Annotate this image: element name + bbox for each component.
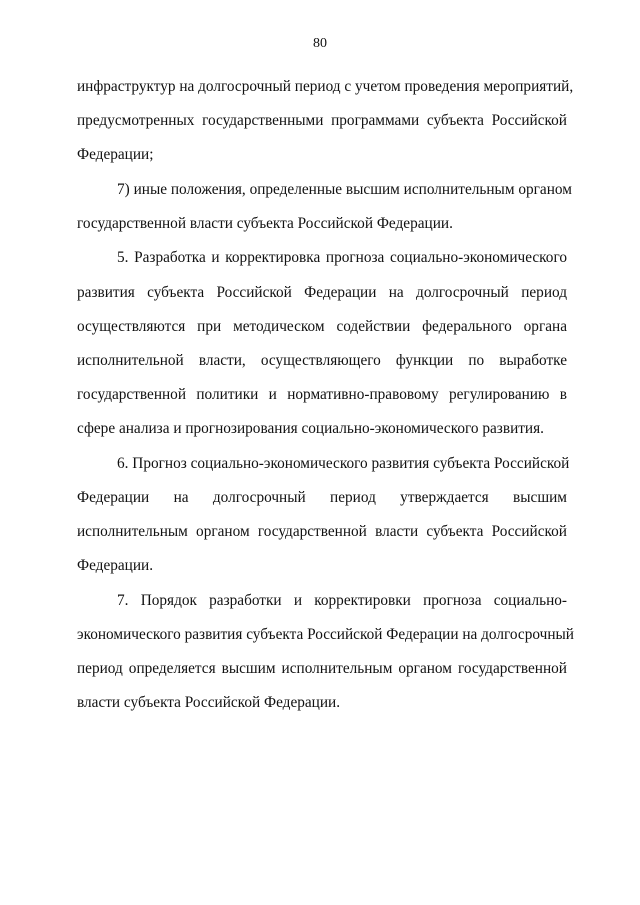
text-line: исполнительным органом государственной власти субъекта Российской [77, 523, 567, 540]
page-number: 80 [313, 36, 327, 51]
text-line: период определяется высшим исполнительным органом государственной [77, 660, 567, 677]
text-line: 7) иные положения, определенные высшим исполнительным органом [117, 181, 572, 198]
text-line: сфере анализа и прогнозирования социально-экономического развития. [77, 420, 544, 437]
text-line: развития субъекта Российской Федерации на долгосрочный период [77, 284, 567, 301]
text-line: инфраструктур на долгосрочный период с учетом проведения мероприятий, [77, 78, 574, 95]
text-line: государственной политики и нормативно-правовому регулированию в [77, 386, 567, 403]
text-line: осуществляются при методическом содействии федерального органа [77, 318, 567, 335]
text-line: Федерации. [77, 557, 154, 574]
text-line: Федерации на долгосрочный период утверждается высшим [77, 489, 567, 506]
text-line: экономического развития субъекта Российской Федерации на долгосрочный [77, 626, 574, 643]
text-line: предусмотренных государственными программами субъекта Российской [77, 112, 567, 129]
text-line: государственной власти субъекта Российской Федерации. [77, 215, 453, 232]
text-line: 6. Прогноз социально-экономического развития субъекта Российской [117, 455, 570, 472]
text-line: 5. Разработка и корректировка прогноза социально-экономического [117, 249, 567, 266]
text-line: власти субъекта Российской Федерации. [77, 694, 341, 711]
text-line: Федерации; [77, 146, 154, 163]
text-line: исполнительной власти, осуществляющего функции по выработке [77, 352, 567, 369]
text-line: 7. Порядок разработки и корректировки прогноза социально- [117, 592, 567, 609]
